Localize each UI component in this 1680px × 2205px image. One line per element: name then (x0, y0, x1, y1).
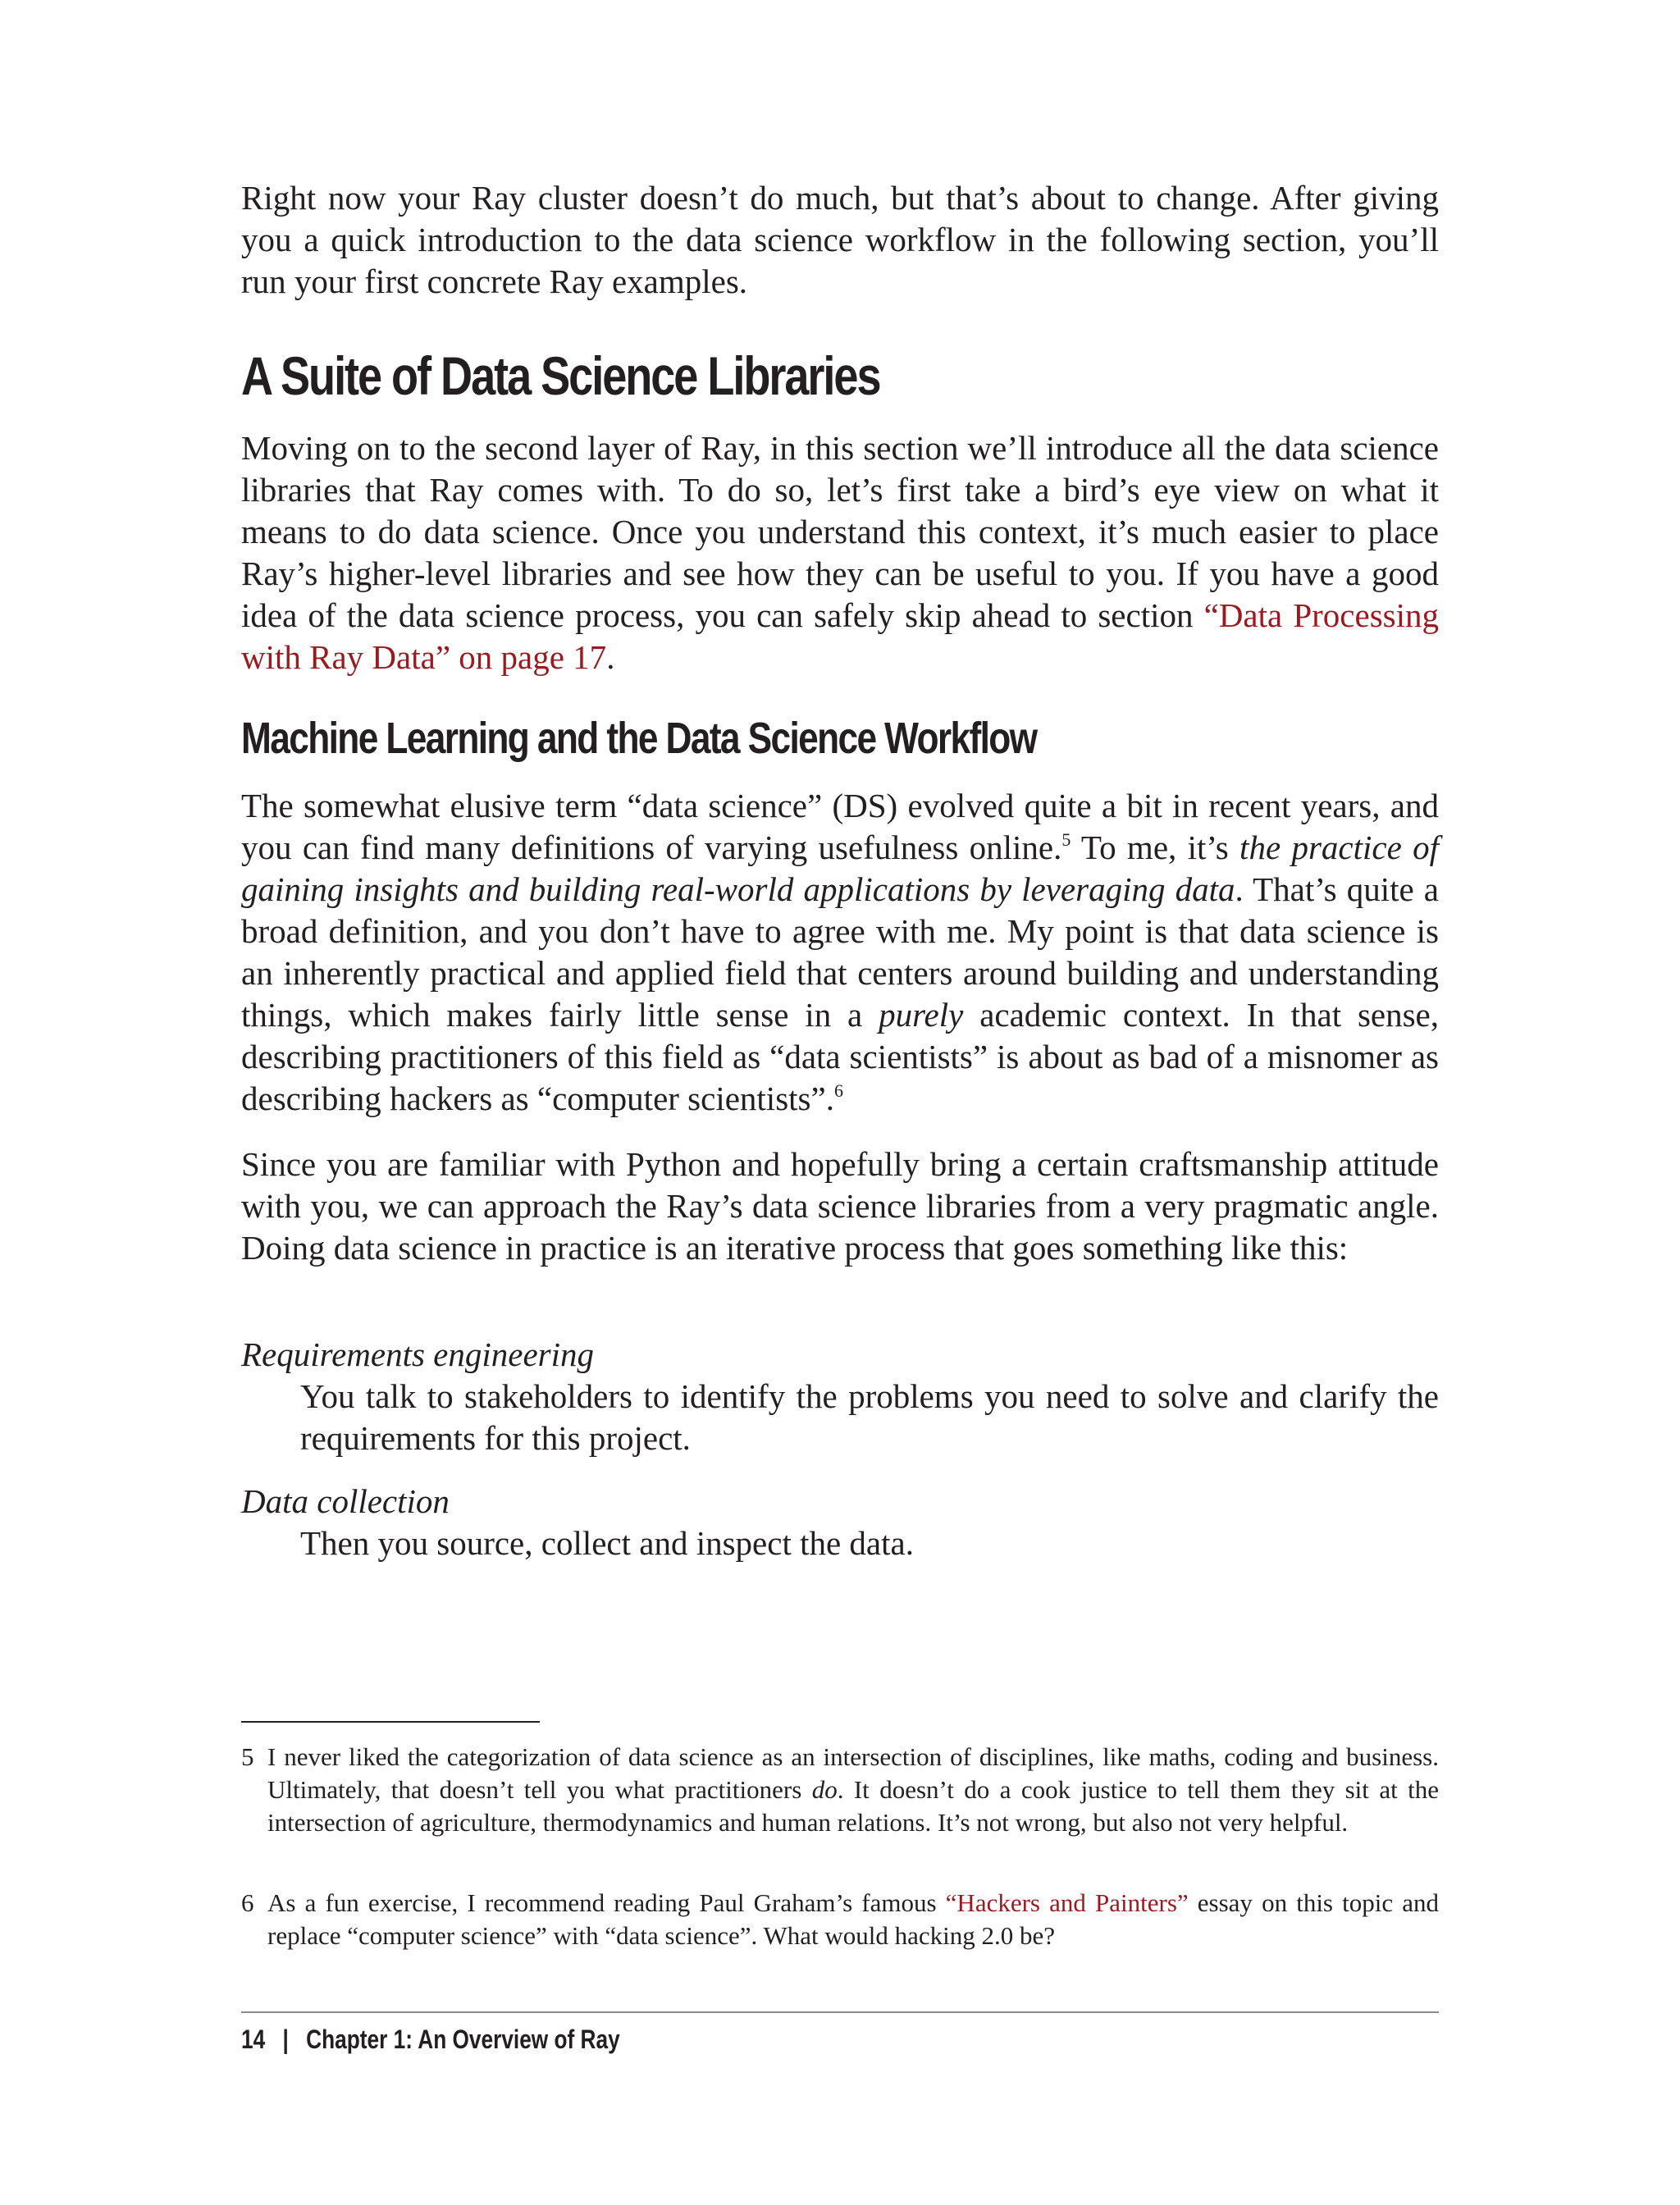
footnote-5-italic: do (811, 1775, 838, 1804)
footnote-5-text-a: I never liked the categorization of data science as an intersection of disciplines, like maths, coding and business. Ultimately, that doesn’t tell you what practitioners (267, 1742, 1439, 1804)
data-processing-link[interactable]: “Data Processing with Ray Data” on page 17 (241, 596, 1440, 676)
p2-italic-definition: the practice of gaining insights and building real-world applications by leveraging data (241, 829, 1439, 908)
definition-text-data-collection: Then you source, collect and inspect the data. (300, 1524, 914, 1562)
section-paragraph-end: . (606, 638, 615, 676)
footnote-ref-5[interactable]: 5 (1061, 829, 1071, 850)
footnote-5-number: 5 (241, 1742, 254, 1771)
p2-text-b: To me, it’s (1071, 829, 1240, 866)
subsection-heading: Machine Learning and the Data Science Workflow (241, 714, 1037, 763)
footer-divider (241, 2011, 1439, 2013)
footer-separator: | (282, 2025, 289, 2054)
definition-text-requirements: You talk to stakeholders to identify the problems you need to solve and clarify the requirements for this project. (300, 1377, 1439, 1457)
subsection-paragraph-2: Since you are familiar with Python and hopefully bring a certain craftsmanship attitude with you, we can approach the Ray’s data science libraries from a very pragmatic angle. Doing data science in practice is an iterative process that goes something like this: (241, 1145, 1439, 1267)
book-page (241, 0, 1439, 2205)
footnote-5-text-b: . It doesn’t do a cook justice to tell them they sit at the intersection of agriculture, thermodynamics and human relations. It’s not wrong, but also not very helpful. (267, 1775, 1439, 1837)
page-number: 14 (241, 2025, 266, 2054)
footnote-6-number: 6 (241, 1888, 254, 1917)
footnote-6 (241, 1887, 1439, 1952)
section-paragraph (241, 427, 1439, 678)
p2-text-d: academic context. In that sense, describing practitioners of this field as “data scientists” is about as bad of a misnomer as describing hackers as “computer scientists”. (241, 996, 1440, 1117)
page-footer (241, 2023, 620, 2056)
hackers-and-painters-link[interactable]: “Hackers and Painters” (945, 1888, 1189, 1917)
footnote-6-text-a: As a fun exercise, I recommend reading Paul Graham’s famous (267, 1888, 946, 1917)
p2-text-c: . That’s quite a broad definition, and you don’t have to agree with me. My point is that data science is an inherently practical and applied field that centers around building and understanding things, which makes fairly little sense in a (241, 870, 1439, 1034)
footnote-5 (241, 1741, 1439, 1839)
section-heading: A Suite of Data Science Libraries (241, 345, 880, 406)
definition-list (241, 1334, 1439, 1564)
footnote-6-text-b: essay on this topic and replace “computer science” with “data science”. What would hacking 2.0 be? (267, 1888, 1440, 1950)
definition-term-requirements: Requirements engineering (241, 1335, 594, 1373)
p2-italic-purely: purely (879, 996, 964, 1034)
subsection-paragraph-1 (241, 785, 1439, 1120)
footnote-5-text (267, 1741, 1439, 1839)
intro-paragraph: Right now your Ray cluster doesn’t do much, but that’s about to change. After giving you a quick introduction to the data science workflow in the following section, you’ll run your first concrete Ray examples. (241, 179, 1439, 300)
section-paragraph-text: Moving on to the second layer of Ray, in this section we’ll introduce all the data science libraries that Ray comes with. To do so, let’s first take a bird’s eye view on what it means to do data science. Once you understand this context, it’s much easier to place Ray’s higher-level libraries and see how they can be useful to you. If you have a good idea of the data science process, you can safely skip ahead to section (241, 429, 1439, 634)
definition-term-data-collection: Data collection (241, 1482, 450, 1520)
footnote-divider (241, 1721, 540, 1723)
footnote-6-text (267, 1887, 1439, 1952)
p2-text-a: The somewhat elusive term “data science” (DS) evolved quite a bit in recent years, and you can find many definitions of varying usefulness online. (241, 787, 1439, 866)
footnote-ref-6[interactable]: 6 (833, 1080, 843, 1101)
chapter-title: Chapter 1: An Overview of Ray (306, 2025, 620, 2054)
